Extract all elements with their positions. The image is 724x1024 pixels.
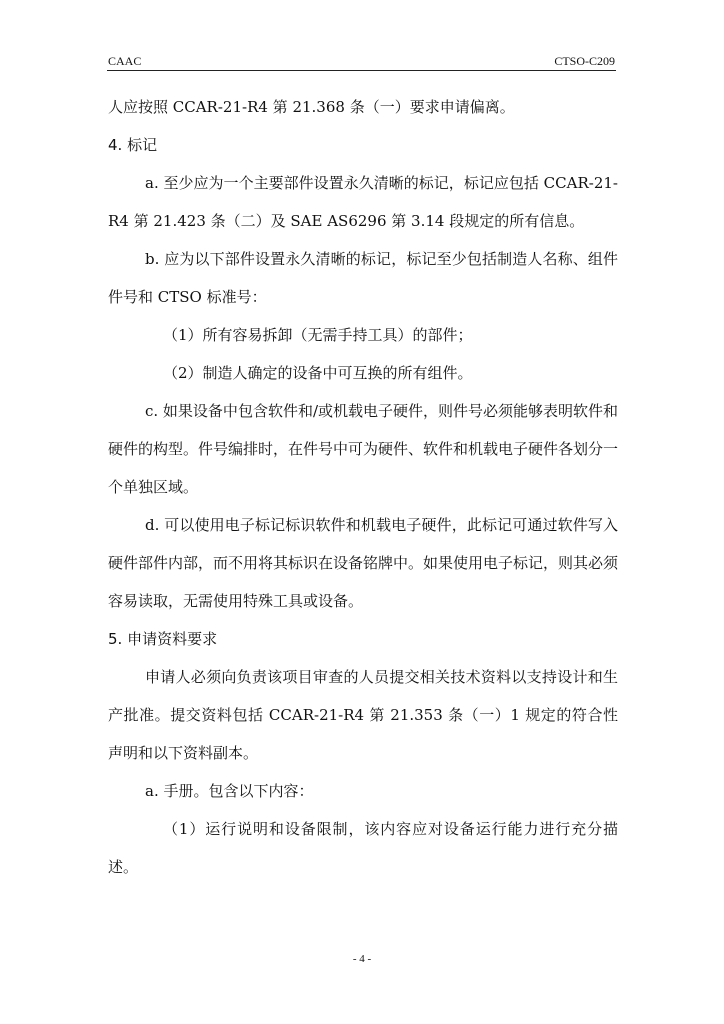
paragraph-5a: a. 手册。包含以下内容： — [145, 782, 314, 800]
paragraph-4b: b. 应为以下部件设置永久清晰的标记，标记至少包括制造人名称、组件件号和 CTSO 标准号： — [108, 250, 618, 306]
paragraph-4a: a. 至少应为一个主要部件设置永久清晰的标记，标记应包括 CCAR-21-R4 第 21.423 条（二）及 SAE AS6296 第 3.14 段规定的所有信息。 — [108, 174, 618, 230]
header-doc-id: CTSO-C209 — [554, 54, 615, 68]
paragraph-intro: 人应按照 CCAR-21-R4 第 21.368 条（一）要求申请偏离。 — [108, 98, 515, 116]
page-header — [107, 52, 616, 71]
paragraph-4d: d. 可以使用电子标记标识软件和机载电子硬件，此标记可通过软件写入硬件部件内部，而不用将其标识在设备铭牌中。如果使用电子标记，则其必须容易读取，无需使用特殊工具或设备。 — [108, 516, 619, 610]
paragraph-4c: c. 如果设备中包含软件和/或机载电子硬件，则件号必须能够表明软件和硬件的构型。件号编排时，在件号中可为硬件、软件和机载电子硬件各划分一个单独区域。 — [108, 402, 619, 496]
list-item-4b1: （1）所有容易拆卸（无需手持工具）的部件； — [163, 326, 473, 344]
section-heading-4: 4. 标记 — [108, 136, 158, 154]
header-org: CAAC — [108, 54, 142, 68]
page-content — [108, 88, 618, 886]
paragraph-5: 申请人必须向负责该项目审查的人员提交相关技术资料以支持设计和生产批准。提交资料包括 CCAR-21-R4 第 21.353 条（一）1 规定的符合性声明和以下资料副本。 — [108, 668, 618, 762]
page-number: - 4 - — [352, 953, 372, 965]
section-heading-5: 5. 申请资料要求 — [108, 630, 218, 648]
list-item-4b2: （2）制造人确定的设备中可互换的所有组件。 — [163, 364, 473, 382]
list-item-5a1: （1）运行说明和设备限制，该内容应对设备运行能力进行充分描述。 — [108, 820, 618, 876]
